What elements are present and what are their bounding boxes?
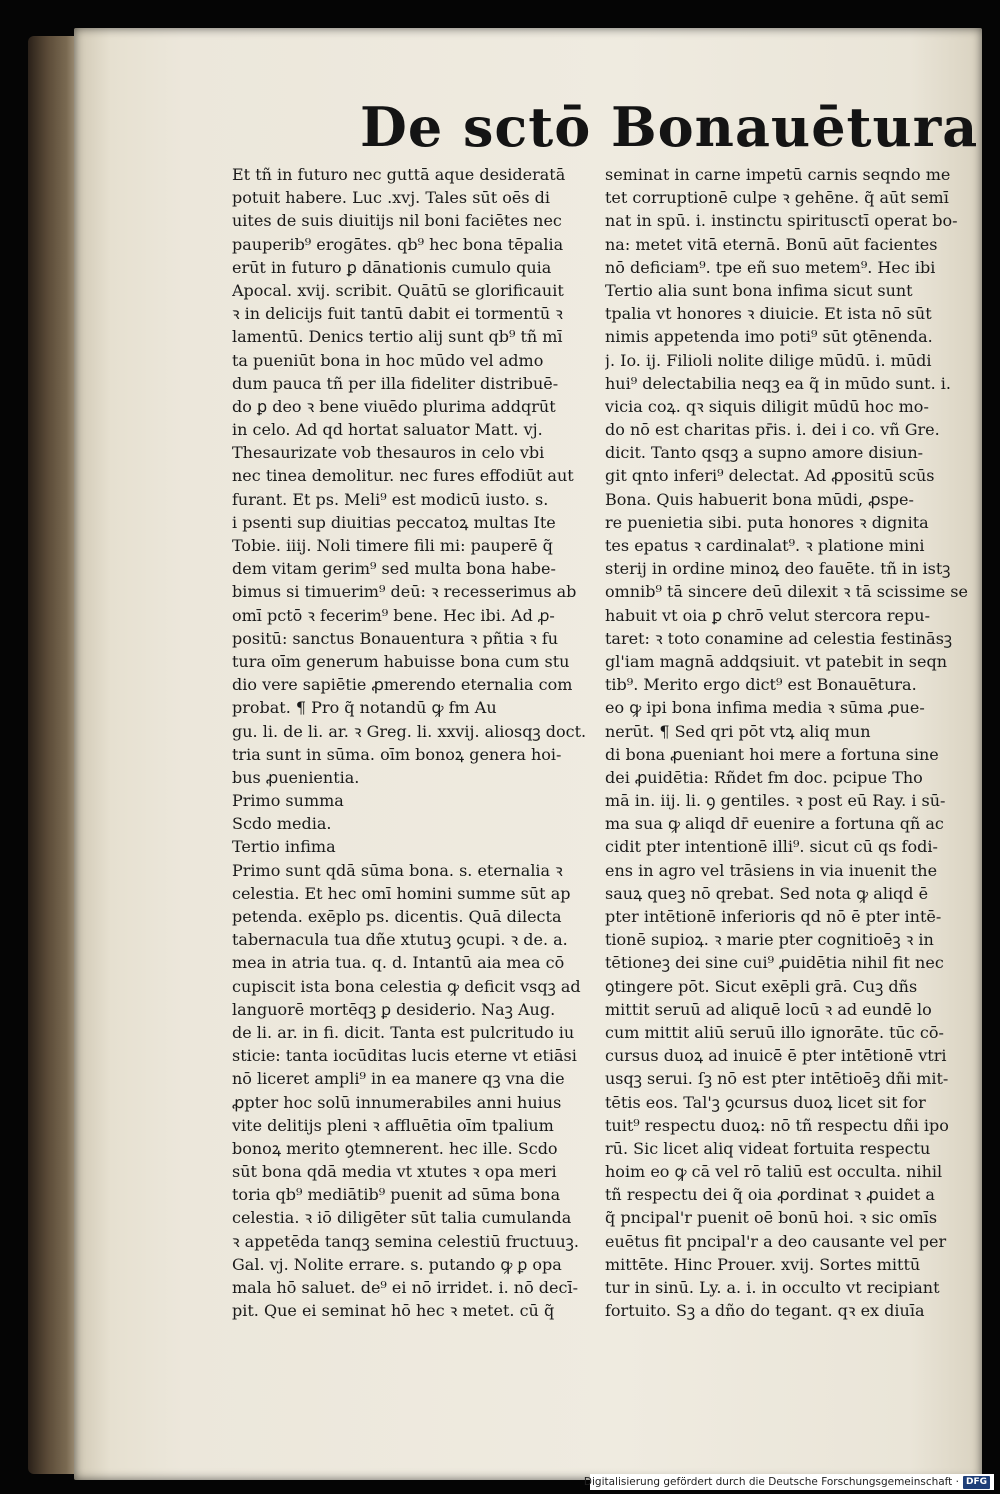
text-line: potuit habere. Luc .xvj. Tales sūt oēs di <box>232 188 550 208</box>
text-line: sterij in ordine minoꝝ deo fauēte. tñ in istꝫ <box>605 559 951 579</box>
text-line: sticie: tanta iocūditas lucis eterne vt etiāsi <box>232 1046 577 1066</box>
text-line: lamentū. Denics tertio alij sunt qb⁹ tñ mī <box>232 327 563 347</box>
text-line: nec tinea demolitur. nec fures effodiūt aut <box>232 466 574 486</box>
text-line: Tertio infima <box>232 837 336 857</box>
text-line: tria sunt in sūma. oīm bonoꝝ genera hoi- <box>232 744 562 764</box>
text-line: di bona ꝓueniant hoi mere a fortuna sine <box>605 744 939 764</box>
text-line: dei ꝓuidētia: Rñdet fm doc. pcipue Tho <box>605 767 923 787</box>
text-line: dum pauca tñ per illa fideliter distribuē- <box>232 373 559 393</box>
text-line: erūt in futuro ꝑ dānationis cumulo quia <box>232 257 552 277</box>
text-line: q̃ pncipal'r puenit oē bonū hoi. ꝛ sic omīs <box>605 1208 938 1228</box>
text-line: toria qb⁹ mediātib⁹ puenit ad sūma bona <box>232 1185 561 1205</box>
text-line: ta pueniūt bona in hoc mūdo vel admo <box>232 350 544 370</box>
text-line: de li. ar. in fi. dicit. Tanta est pulcritudo iu <box>232 1022 575 1042</box>
text-line: nimis appetenda imo poti⁹ sūt ꝯtēnenda. <box>605 327 933 347</box>
text-line: Tobie. iiij. Noli timere fili mi: pauperē q̃ <box>232 536 553 555</box>
text-line: cursus duoꝝ ad inuicē ē pter intētionē vtri <box>605 1046 947 1066</box>
text-line: pter intētionē inferioris qd nō ē pter intē- <box>605 907 942 926</box>
text-line: do nō est charitas pr̄is. i. dei i co. vñ Gre. <box>605 420 940 440</box>
text-line: sūt bona qdā media vt xtutes ꝛ opa meri <box>232 1162 557 1182</box>
text-line: celestia. Et hec omī homini summe sūt ap <box>232 883 571 903</box>
text-line: ꝓpter hoc solū innumerabiles anni huius <box>232 1092 562 1112</box>
text-line: tabernacula tua dñe xtutuꝫ ꝯcupi. ꝛ de. a. <box>232 930 568 950</box>
text-line: celestia. ꝛ iō diligēter sūt talia cumulanda <box>232 1208 572 1228</box>
text-line: nō liceret ampli⁹ in ea manere qꝫ vna die <box>232 1069 565 1089</box>
text-line: rū. Sic licet aliq videat fortuita respectu <box>605 1138 931 1158</box>
text-line: uites de suis diuitijs nil boni faciētes nec <box>232 211 562 231</box>
text-line: Thesaurizate vob thesauros in celo vbi <box>232 443 545 463</box>
text-line: Primo summa <box>232 791 344 811</box>
text-line: tñ respectu dei q̃ oia ꝓordinat ꝛ ꝓuidet a <box>605 1185 935 1205</box>
text-line: do ꝑ deo ꝛ bene viuēdo plurima addqrūt <box>232 396 556 416</box>
text-line: probat. ¶ Pro q̃ notandū ꝙ fm Au <box>232 698 497 718</box>
text-line: mā in. iij. li. ꝯ gentiles. ꝛ post eū Ray. i sū- <box>605 791 946 811</box>
text-line: bonoꝝ merito ꝯtemnerent. hec ille. Scdo <box>232 1138 558 1158</box>
text-line: positū: sanctus Bonauentura ꝛ pñtia ꝛ fu <box>232 628 559 648</box>
text-line: eo ꝙ ipi bona infima media ꝛ sūma ꝓue- <box>605 698 925 718</box>
text-line: mala hō saluet. de⁹ ei nō irridet. i. nō decī- <box>232 1278 578 1297</box>
text-line: tuit⁹ respectu duoꝝ: nō tñ respectu dñi ipo <box>605 1115 949 1135</box>
text-line: fortuito. Sꝫ a dño do tegant. qꝛ ex diuīa <box>605 1301 925 1321</box>
text-line: omī pctō ꝛ fecerim⁹ bene. Hec ibi. Ad ꝓ- <box>232 605 555 625</box>
right-text-column <box>605 163 975 1322</box>
running-head: De sctō Bonauētura <box>360 95 979 159</box>
text-line: bus ꝓuenientia. <box>232 767 360 787</box>
text-line: Gal. vj. Nolite errare. s. putando ꝙ ꝑ opa <box>232 1254 562 1274</box>
text-line: tionē supioꝝ. ꝛ marie pter cognitioēꝫ ꝛ in <box>605 930 934 950</box>
text-line: gl'iam magnā addqsiuit. vt patebit in seqn <box>605 651 948 671</box>
text-line: languorē mortēqꝫ ꝑ desiderio. Naꝫ Aug. <box>232 999 556 1019</box>
text-line: mea in atria tua. q. d. Intantū aia mea cō <box>232 953 565 973</box>
text-line: tur in sinū. Ly. a. i. in occulto vt recipiant <box>605 1278 940 1297</box>
digitization-footer <box>583 1474 994 1490</box>
text-line: dio vere sapiētie ꝓmerendo eternalia com <box>232 675 573 695</box>
text-line: mittēte. Hinc Prouer. xvij. Sortes mittū <box>605 1254 921 1274</box>
text-line: re puenietia sibi. puta honores ꝛ dignita <box>605 512 929 532</box>
text-line: Tertio alia sunt bona infima sicut sunt <box>605 280 913 300</box>
text-line: tib⁹. Merito ergo dict⁹ est Bonauētura. <box>605 675 917 695</box>
text-line: cidit pter intentionē illi⁹. sicut cū qs fodi- <box>605 837 938 857</box>
text-line: vicia coꝝ. qꝛ siquis diligit mūdū hoc mo- <box>605 396 929 416</box>
text-line: sauꝝ queꝫ nō qrebat. Sed nota ꝙ aliqd ē <box>605 883 929 903</box>
text-line: petenda. exēplo ps. dicentis. Quā dilecta <box>232 907 562 926</box>
text-line: tētioneꝫ dei sine cui⁹ ꝓuidētia nihil fit nec <box>605 953 944 973</box>
text-line: Scdo media. <box>232 814 332 834</box>
text-line: mittit seruū ad aliquē locū ꝛ ad eundē lo <box>605 999 932 1019</box>
text-line: hui⁹ delectabilia neqꝫ ea q̃ in mūdo sunt. i. <box>605 373 951 393</box>
footer-credit-text: Digitalisierung gefördert durch die Deutsche Forschungsgemeinschaft · <box>583 1476 959 1488</box>
text-line: gu. li. de li. ar. ꝛ Greg. li. xxvij. aliosqꝫ doct. <box>232 721 587 741</box>
text-line: dicit. Tanto qsqꝫ a supno amore disiun- <box>605 443 924 463</box>
text-line: dem vitam gerim⁹ sed multa bona habe- <box>232 559 556 579</box>
text-line: ꝛ appetēda tanqꝫ semina celestiū fructuuꝫ. <box>232 1231 579 1251</box>
text-line: Bona. Quis habuerit bona mūdi, ꝓspe- <box>605 489 914 509</box>
text-line: in celo. Ad qd hortat saluator Matt. vj. <box>232 420 543 440</box>
text-line: omnib⁹ tā sincere deū dilexit ꝛ tā scissime se <box>605 582 968 602</box>
text-line: git qnto inferi⁹ delectat. Ad ꝓpositū scūs <box>605 466 935 486</box>
text-line: tētis eos. Tal'ꝫ ꝯcursus duoꝝ licet sit for <box>605 1092 926 1112</box>
text-line: i psenti sup diuitias peccatoꝝ multas Ite <box>232 512 556 532</box>
text-line: ens in agro vel trāsiens in via inuenit the <box>605 860 938 880</box>
text-line: hoim eo ꝙ cā vel rō taliū est occulta. nihil <box>605 1162 943 1182</box>
text-line: Et tñ in futuro nec guttā aque desideratā <box>232 165 566 184</box>
text-line: ꝯtingere pōt. Sicut exēpli grā. Cuꝫ dñs <box>605 976 918 996</box>
text-line: furant. Et ps. Meli⁹ est modicū iusto. s. <box>232 489 549 509</box>
text-line: ꝛ in delicijs fuit tantū dabit ei tormentū ꝛ <box>232 304 563 324</box>
text-line: usqꝫ serui. ſꝫ nō est pter intētioēꝫ dñi mit- <box>605 1069 949 1089</box>
text-line: cum mittit aliū seruū illo ignorāte. tūc cō- <box>605 1022 944 1042</box>
text-line: habuit vt oia ꝑ chrō velut stercora repu- <box>605 605 930 625</box>
text-line: vite delitijs pleni ꝛ affluētia oīm tpalium <box>232 1115 554 1135</box>
text-line: taret: ꝛ toto conamine ad celestia festināsꝫ <box>605 628 953 648</box>
text-line: tes epatus ꝛ cardinalat⁹. ꝛ platione mini <box>605 536 925 555</box>
text-line: nerūt. ¶ Sed qri pōt vtꝝ aliq mun <box>605 721 871 741</box>
text-line: ma sua ꝙ aliqd dr̄ euenire a fortuna qñ ac <box>605 814 944 834</box>
text-line: pit. Que ei seminat hō hec ꝛ metet. cū q̃ <box>232 1301 555 1321</box>
text-line: tura oīm generum habuisse bona cum stu <box>232 651 570 671</box>
text-line: tpalia vt honores ꝛ diuicie. Et ista nō sūt <box>605 304 932 324</box>
text-line: tet corruptionē culpe ꝛ gehēne. q̃ aūt semī <box>605 188 949 208</box>
dfg-logo-icon: DFG <box>963 1476 990 1489</box>
text-line: bimus si timuerim⁹ deū: ꝛ recesserimus ab <box>232 582 577 602</box>
text-line: pauperib⁹ erogātes. qb⁹ hec bona tēpalia <box>232 234 564 254</box>
text-line: na: metet vitā eternā. Bonū aūt facientes <box>605 234 938 254</box>
text-line: seminat in carne impetū carnis seqndo me <box>605 165 951 184</box>
left-text-column <box>232 163 607 1322</box>
text-line: cupiscit ista bona celestia ꝙ deficit vsqꝫ ad <box>232 976 581 996</box>
text-line: Apocal. xvij. scribit. Quātū se glorificauit <box>232 280 564 300</box>
text-line: nō deficiam⁹. tpe eñ suo metem⁹. Hec ibi <box>605 257 936 277</box>
text-line: nat in spū. i. instinctu spiritusctī operat bo- <box>605 211 958 231</box>
text-line: euētus fit pncipal'r a deo causante vel per <box>605 1231 947 1251</box>
text-line: Primo sunt qdā sūma bona. s. eternalia ꝛ <box>232 860 563 880</box>
text-line: j. Io. ij. Filioli nolite dilige mūdū. i. mūdi <box>605 350 932 370</box>
